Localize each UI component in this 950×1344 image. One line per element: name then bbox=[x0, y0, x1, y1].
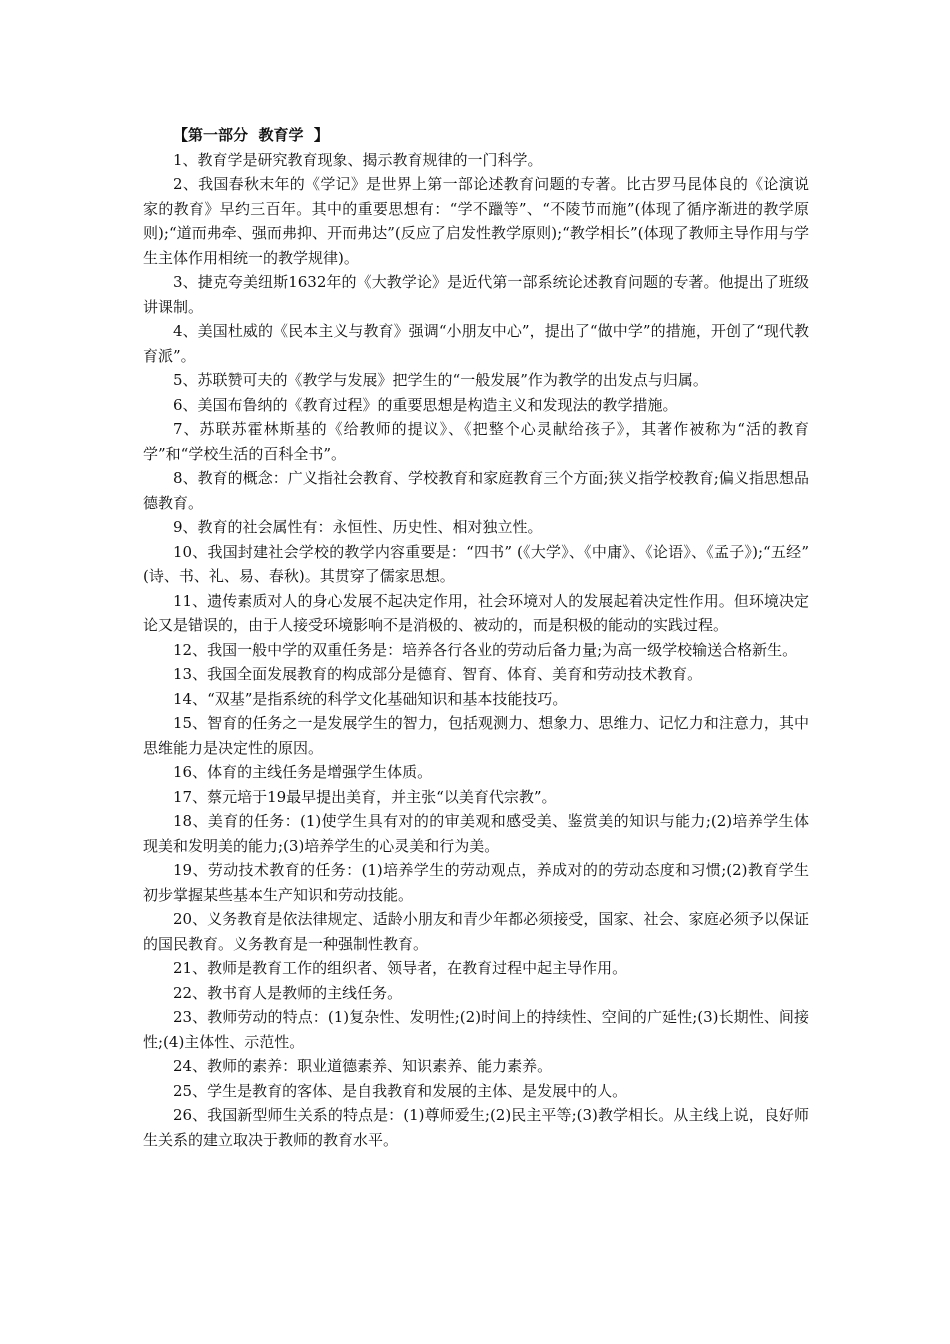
paragraph-2: 2、我国春秋末年的《学记》是世界上第一部论述教育问题的专著。比古罗马昆体良的《论演说家的教育》早约三百年。其中的重要思想有：“学不躐等”、“不陵节而施”(体现了循序渐进的教学原则);“道而弗牵、强而弗抑、开而弗达”(反应了启发性教学原则);“教学相长”(体现了教师主导作用与学生主体作用相统一的教学规律)。 bbox=[143, 175, 809, 267]
paragraph-22: 22、教书育人是教师的主线任务。 bbox=[173, 983, 403, 1002]
paragraph-12: 12、我国一般中学的双重任务是：培养各行各业的劳动后备力量;为高一级学校输送合格新生。 bbox=[173, 640, 798, 659]
paragraph-13: 13、我国全面发展教育的构成部分是德育、智育、体育、美育和劳动技术教育。 bbox=[173, 665, 703, 683]
paragraph-7: 7、苏联苏霍林斯基的《给教师的提议》、《把整个心灵献给孩子》，其著作被称为“活的教育学”和“学校生活的百科全书”。 bbox=[143, 420, 809, 463]
paragraph-24: 24、教师的素养：职业道德素养、知识素养、能力素养。 bbox=[173, 1057, 553, 1075]
paragraph-9: 9、教育的社会属性有：永恒性、历史性、相对独立性。 bbox=[173, 518, 543, 536]
paragraph-20: 20、义务教育是依法律规定、适龄小朋友和青少年都必须接受，国家、社会、家庭必须予以保证的国民教育。义务教育是一种强制性教育。 bbox=[143, 910, 809, 953]
paragraph-26: 26、我国新型师生关系的特点是：(1)尊师爱生;(2)民主平等;(3)教学相长。从主线上说，良好师生关系的建立取决于教师的教育水平。 bbox=[143, 1106, 809, 1149]
paragraph-8: 8、教育的概念：广义指社会教育、学校教育和家庭教育三个方面;狭义指学校教育;偏义指思想品德教育。 bbox=[143, 469, 809, 512]
paragraph-16: 16、体育的主线任务是增强学生体质。 bbox=[173, 763, 433, 781]
section-heading: 【第一部分 教育学 】 bbox=[173, 126, 329, 144]
paragraph-19: 19、劳动技术教育的任务：(1)培养学生的劳动观点，养成对的的劳动态度和习惯;(2)教育学生初步掌握某些基本生产知识和劳动技能。 bbox=[143, 861, 809, 904]
paragraph-11: 11、遗传素质对人的身心发展不起决定作用，社会环境对人的发展起着决定性作用。但环境决定论又是错误的，由于人接受环境影响不是消极的、被动的，而是积极的能动的实践过程。 bbox=[143, 591, 809, 634]
paragraph-5: 5、苏联赞可夫的《教学与发展》把学生的“一般发展”作为教学的出发点与归属。 bbox=[173, 371, 708, 389]
paragraph-6: 6、美国布鲁纳的《教育过程》的重要思想是构造主义和发现法的教学措施。 bbox=[173, 395, 678, 414]
paragraph-3: 3、捷克夸美纽斯1632年的《大教学论》是近代第一部系统论述教育问题的专著。他提出了班级讲课制。 bbox=[143, 273, 809, 316]
paragraph-10: 10、我国封建社会学校的教学内容重要是：“四书” (《大学》、《中庸》、《论语》、《孟子》);“五经” (诗、书、礼、易、春秋)。其贯穿了儒家思想。 bbox=[143, 542, 809, 585]
paragraph-list bbox=[143, 148, 809, 1153]
paragraph-17: 17、蔡元培于19最早提出美育，并主张“以美育代宗教”。 bbox=[173, 787, 557, 806]
paragraph-1: 1、教育学是研究教育现象、揭示教育规律的一门科学。 bbox=[173, 150, 543, 169]
paragraph-14: 14、“双基”是指系统的科学文化基础知识和基本技能技巧。 bbox=[173, 689, 568, 708]
paragraph-21: 21、教师是教育工作的组织者、领导者，在教育过程中起主导作用。 bbox=[173, 959, 628, 977]
paragraph-15: 15、智育的任务之一是发展学生的智力，包括观测力、想象力、思维力、记忆力和注意力，其中思维能力是决定性的原因。 bbox=[143, 714, 809, 757]
paragraph-4: 4、美国杜威的《民本主义与教育》强调“小朋友中心”，提出了“做中学”的措施，开创了“现代教育派”。 bbox=[143, 322, 809, 365]
paragraph-18: 18、美育的任务：(1)使学生具有对的的审美观和感受美、鉴赏美的知识与能力;(2)培养学生体现美和发明美的能力;(3)培养学生的心灵美和行为美。 bbox=[143, 812, 809, 855]
paragraph-23: 23、教师劳动的特点：(1)复杂性、发明性;(2)时间上的持续性、空间的广延性;(3)长期性、间接性;(4)主体性、示范性。 bbox=[143, 1008, 809, 1051]
paragraph-25: 25、学生是教育的客体、是自我教育和发展的主体、是发展中的人。 bbox=[173, 1081, 628, 1100]
document-body bbox=[143, 123, 809, 1152]
